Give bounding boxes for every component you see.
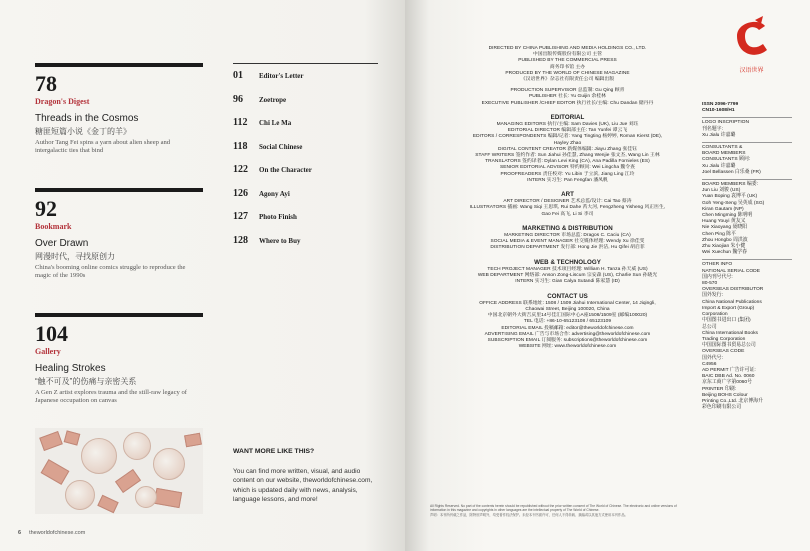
sidebar-line: AD PERMIT 广告许可证: xyxy=(702,367,756,373)
sidebar-line: Xu Jialu 许嘉璐 xyxy=(702,163,736,169)
sidebar-line: BOARD MEMBERS 编委: xyxy=(702,182,758,188)
masthead-line: ADVERTISING EMAIL 广告与市场合作: advertising@theworldofchinese.com xyxy=(484,331,651,337)
sidebar-line: Trading Corporation xyxy=(702,336,746,342)
masthead-line: MARKETING DIRECTOR 市场总监: Dragos C. Caciu (CA) xyxy=(504,233,631,239)
page-footer xyxy=(18,530,85,536)
masthead-line: EDITORIAL EMAIL 投稿邮箱: editor@theworldofchinese.com xyxy=(501,325,634,331)
feature-page-number: 104 xyxy=(35,321,68,346)
feature-page-number: 78 xyxy=(35,71,57,96)
masthead-line: 商务印书馆 主办 xyxy=(549,64,586,70)
toc-page-number: 118 xyxy=(233,140,248,152)
sidebar-line: CN10-1608/H1 xyxy=(702,108,735,114)
masthead-line: EDITORIAL DIRECTOR 编辑部主任: Tan Yunfei 谭云飞 xyxy=(507,128,628,134)
sidebar-line: Kiran Gautam (NP) xyxy=(702,206,744,212)
masthead-line: 中国出版传媒股份有限公司 主管 xyxy=(532,52,603,58)
feature-rule xyxy=(35,313,203,317)
sidebar-line: Zhu Xiaojian 朱小健 xyxy=(702,244,746,250)
masthead-section-title: WEB & TECHNOLOGY xyxy=(534,258,601,266)
masthead-line: TECH PROJECT MANAGER 技术项目经理: William H. Tanza 孙天威 (US) xyxy=(487,266,648,272)
sidebar-line: Beijing BOHS Colour xyxy=(702,392,748,398)
masthead-line: DIRECTED BY CHINA PUBLISHING AND MEDIA HOLDINGS CO., LTD. xyxy=(488,46,647,51)
right-page-masthead xyxy=(405,0,810,551)
footer-url[interactable]: theworldofchinese.com xyxy=(29,530,86,536)
masthead-line: DIGITAL CONTENT CREATOR 新媒体编辑: Jiayu Zhang 张佳钰 xyxy=(497,146,638,152)
sidebar-line: Wei Xuechun 魏学春 xyxy=(702,250,748,256)
rights-text-zh: 声明：本刊所刊载之作品，除特别声明外，均受著作权法保护。未经本刊书面许可，任何人不得转载、摘编或以其他方式使用本刊作品。 xyxy=(430,512,628,517)
masthead-line: PRODUCED BY THE WORLD OF CHINESE MAGAZINE xyxy=(505,70,630,76)
sidebar-line: China National Publications xyxy=(702,299,762,305)
sidebar-rule xyxy=(702,142,792,143)
masthead-line: MANAGING EDITORS 执行/主编: Sam Davies (UK), Liu Jue 刘珏 xyxy=(496,122,639,128)
sidebar-rule xyxy=(702,117,792,118)
masthead-line: PRODUCTION SUPERVISOR 总监制: Gu Qing 顾青 xyxy=(510,88,625,94)
toc-item[interactable] xyxy=(233,88,378,112)
sidebar-line: NATIONAL SERIAL CODE xyxy=(702,268,760,274)
toc-page-number: 01 xyxy=(233,70,243,81)
toc-page-number: 112 xyxy=(233,117,248,128)
toc-title: Chi Le Ma xyxy=(259,119,292,127)
logo-text: 汉语世界 xyxy=(739,67,764,74)
sidebar-line: Corporation xyxy=(702,312,728,318)
masthead-line: INTERN 实习生: Pan Fengfan 潘凤帆 xyxy=(527,177,608,183)
toc-item[interactable] xyxy=(233,182,378,206)
feature-section: Gallery xyxy=(35,347,61,356)
sidebar-line: Import & Export (Group) xyxy=(702,305,755,311)
sidebar-info xyxy=(702,102,792,411)
masthead-line: ART DIRECTOR / DESIGNER 艺术总监/设计: Cai Tao 蔡涛 xyxy=(503,199,632,205)
table-of-contents xyxy=(233,63,378,252)
toc-page-number: 128 xyxy=(233,234,248,246)
sidebar-line: 刊名题字: xyxy=(702,126,723,132)
feature-description: A Gen Z artist explores trauma and the still-raw legacy of Japanese occupation on canvas xyxy=(35,389,187,405)
feature-section: Bookmark xyxy=(35,222,72,231)
masthead-line: STAFF WRITERS 签约作者: Sun Jiahui 孙佳慧, Zhang Wenjie 张文杰, Wang Lin 王林 xyxy=(475,153,660,159)
feature-rule xyxy=(35,63,203,67)
sidebar-line: Zhou Hongbo 周洪波 xyxy=(702,237,748,243)
page-number: 6 xyxy=(18,530,22,536)
brand-logo xyxy=(729,16,774,78)
masthead-line: INTERN 实习生: Gian Calya Sutandi 陈家慧 (ID) xyxy=(515,279,620,285)
sidebar-line: Goh Yeng-Seng 吴英成 (SG) xyxy=(702,200,765,206)
masthead-line: ILLUSTRATORS 插画: Wang Siqi 王思琪, Rui Dahe 芮大河, Fengzheng Yisheng 风正医生, xyxy=(469,205,666,211)
sidebar-line: 总公司 xyxy=(702,324,717,330)
sidebar-line: C4956 xyxy=(702,361,717,367)
toc-title: Agony Ayi xyxy=(259,189,290,198)
sidebar-line: OTHER INFO xyxy=(702,262,733,268)
feature-description: China's booming online comics struggle to reproduce the magic of the 1990s xyxy=(35,264,186,280)
sidebar-line: Nie Xiaoyang 聂晓阳 xyxy=(702,225,748,231)
rights-notice xyxy=(430,504,692,517)
sidebar-line: 80-570 xyxy=(702,281,718,287)
masthead-line: EXECUTIVE PUBLISHER /CHIEF EDITOR 执行社长/主编: Chu Dandan 储丹丹 xyxy=(481,100,654,106)
toc-item[interactable] xyxy=(233,64,378,88)
toc-title: Where to Buy xyxy=(259,236,301,245)
sidebar-line: 京东工商广字第0060号 xyxy=(702,380,753,386)
sidebar-line: Yuan Boping 袁博平 (UK) xyxy=(702,194,758,200)
masthead-line: WEBSITE 网址: www.theworldofchinese.com xyxy=(518,344,617,350)
feature-block xyxy=(35,313,203,405)
sidebar-line: 中国国际图书贸易总公司 xyxy=(702,343,756,349)
sidebar-line: CONSULTANTS & xyxy=(702,145,743,151)
masthead-line: TEL 电话: +86-10-65123108 / 65123109 xyxy=(523,319,612,325)
masthead-section-title: EDITORIAL xyxy=(550,113,585,121)
sidebar-line: Chen Ping 陈平 xyxy=(702,231,736,237)
toc-page-number: 96 xyxy=(233,93,243,105)
masthead-line: Gao Fei 高飞, Li Si 李司 xyxy=(541,211,594,217)
want-more-title: WANT MORE LIKE THIS? xyxy=(233,448,315,455)
toc-item[interactable] xyxy=(233,158,378,182)
toc-item[interactable] xyxy=(233,111,378,135)
feature-description: Author Tang Fei spins a yarn about alien sheep and intergalactic ties that bind xyxy=(35,139,171,155)
masthead-line: DISTRIBUTION DEPARTMENT 发行部: Hong Jie 洪洁, Hu Qifei 胡启菲 xyxy=(490,245,645,251)
want-more-box xyxy=(233,448,383,504)
feature-title-zh: 网漫时代，寻找原创力 xyxy=(35,252,115,261)
masthead-line: Chaowai Street, Beijing 100020, China xyxy=(525,306,610,312)
sidebar-rule xyxy=(702,179,792,180)
sidebar-line: BAIC DBB Ad. No. 0060 xyxy=(702,374,755,380)
masthead-line: TRANSLATORS 签约译者: Dylan Levi King (CA), Ana Padilla Fornieles (ES) xyxy=(485,159,650,165)
masthead-line: PUBLISHED BY THE COMMERCIAL PRESS xyxy=(518,58,617,64)
masthead-section-title: MARKETING & DISTRIBUTION xyxy=(522,224,613,232)
masthead-line: Hayley Zhao xyxy=(553,140,582,146)
masthead-line: OFFICE ADDRESS 联系地址: 1508 / 1509 Jiahui International Center, 14 Jiqingli, xyxy=(479,300,656,306)
sidebar-line: OVERSEAS DISTRIBUTOR xyxy=(702,287,764,293)
want-more-text: You can find more written, visual, and audio content on our website, theworldofchinese.com, which is updated daily with news, analysis, language lessons, and more! xyxy=(233,468,373,503)
toc-title: Zoetrope xyxy=(259,95,287,104)
masthead-credits xyxy=(453,46,682,350)
feature-rule xyxy=(35,188,203,192)
masthead-line: WEB DEPARTMENT 网络部: Anson Zong-Liscum 宗安森 (US), Charlie Sun 孙晓光 xyxy=(477,273,658,279)
toc-page-number: 122 xyxy=(233,164,248,175)
masthead-line: 《汉语世界》杂志社有限责任公司 编辑出版 xyxy=(520,77,615,83)
masthead-line: PUBLISHER 社长: Yu Guijin 余桂林 xyxy=(528,94,607,100)
masthead-section-title: ART xyxy=(561,191,574,199)
sidebar-line: 国外发行: xyxy=(702,293,723,299)
sidebar-rule xyxy=(702,259,792,260)
sidebar-line: Jun Liu 刘骏 (US) xyxy=(702,188,741,194)
masthead-line: SENIOR EDITORIAL ADVISOR 特约顾问: Wei Lingcha 魏令查 xyxy=(500,165,635,171)
sidebar-line: China International Books xyxy=(702,330,759,336)
sidebar-line: 国内刊号代号: xyxy=(702,274,733,280)
sidebar-line: 中国图书进出口 (集团) xyxy=(702,318,751,324)
masthead-line: EDITORS / CORRESPONDENTS 编辑/记者: Yang Tingting 杨婷婷, Roman Kierst (DE), xyxy=(472,134,663,140)
sidebar-line: OVERSEAS CODE xyxy=(702,349,745,355)
sidebar-line: Joel Bellassen 白乐桑 (FR) xyxy=(702,169,761,175)
masthead-line: SOCIAL MEDIA & EVENT MANAGER 社交媒体经理: Wendy Xu 徐佳雯 xyxy=(490,239,645,245)
feature-title[interactable]: Threads in the Cosmos xyxy=(35,113,139,124)
feature-block xyxy=(35,63,203,155)
sidebar-line: BOARD MEMBERS xyxy=(702,151,746,157)
sidebar-line: 彩色印刷有限公司 xyxy=(702,405,742,411)
rights-text: All Rights Reserved. No part of the contents herein should be republished without the prior written consent of The World of Chinese. The electronic and online versions of information in this magazine and copyrights in other languages are the intellectual property of The World of Chinese. xyxy=(430,504,677,513)
masthead-line: PROOFREADERS 责任校对: Yu Libin 于立滨, Jiang Ling 江玲 xyxy=(500,171,635,177)
sidebar-line: CONSULTANTS 顾问: xyxy=(702,157,751,163)
feature-title-zh: “触不可及”的伤痛与亲密关系 xyxy=(35,377,137,386)
toc-page-number: 126 xyxy=(233,187,248,199)
toc-item[interactable] xyxy=(233,135,378,159)
sidebar-line: Huang Youyi 黄友义 xyxy=(702,219,746,225)
sidebar-line: 国外代号: xyxy=(702,355,723,361)
sidebar-line: Chen Mingming 陈明明 xyxy=(702,213,753,219)
sidebar-line: LOGO INSCRIPTION xyxy=(702,120,750,126)
masthead-line: 中国北京朝外大街吉庆里14号佳汇国际中心A座1508/1509室 (邮编100020) xyxy=(487,313,648,319)
toc-title: Social Chinese xyxy=(259,142,303,151)
feature-title[interactable]: Healing Strokes xyxy=(35,363,106,374)
sidebar-line: Xu Jialu 许嘉璐 xyxy=(702,132,736,138)
masthead-section-title: CONTACT US xyxy=(547,292,588,300)
feature-title-zh: 糖匪短篇小说《金丁的羊》 xyxy=(35,127,131,136)
toc-item[interactable] xyxy=(233,229,378,253)
toc-title: Editor's Letter xyxy=(259,72,304,80)
toc-title: Photo Finish xyxy=(259,213,297,221)
feature-block xyxy=(35,188,203,280)
toc-title: On the Character xyxy=(259,166,312,174)
sidebar-line: PRINTER 印刷: xyxy=(702,386,736,392)
masthead-line: SUBSCRIPTION EMAIL 订阅服务: subscriptions@theworldofchinese.com xyxy=(487,337,648,343)
toc-page-number: 127 xyxy=(233,211,248,222)
feature-section: Dragon's Digest xyxy=(35,97,90,106)
feature-title[interactable]: Over Drawn xyxy=(35,238,89,249)
gallery-artwork-image xyxy=(35,428,203,514)
sidebar-line: Printing Co.,Ltd. 北京博海升 xyxy=(702,398,763,404)
toc-item[interactable] xyxy=(233,205,378,229)
feature-page-number: 92 xyxy=(35,196,57,221)
sidebar-line: ISSN 2096-7799 xyxy=(702,102,739,107)
